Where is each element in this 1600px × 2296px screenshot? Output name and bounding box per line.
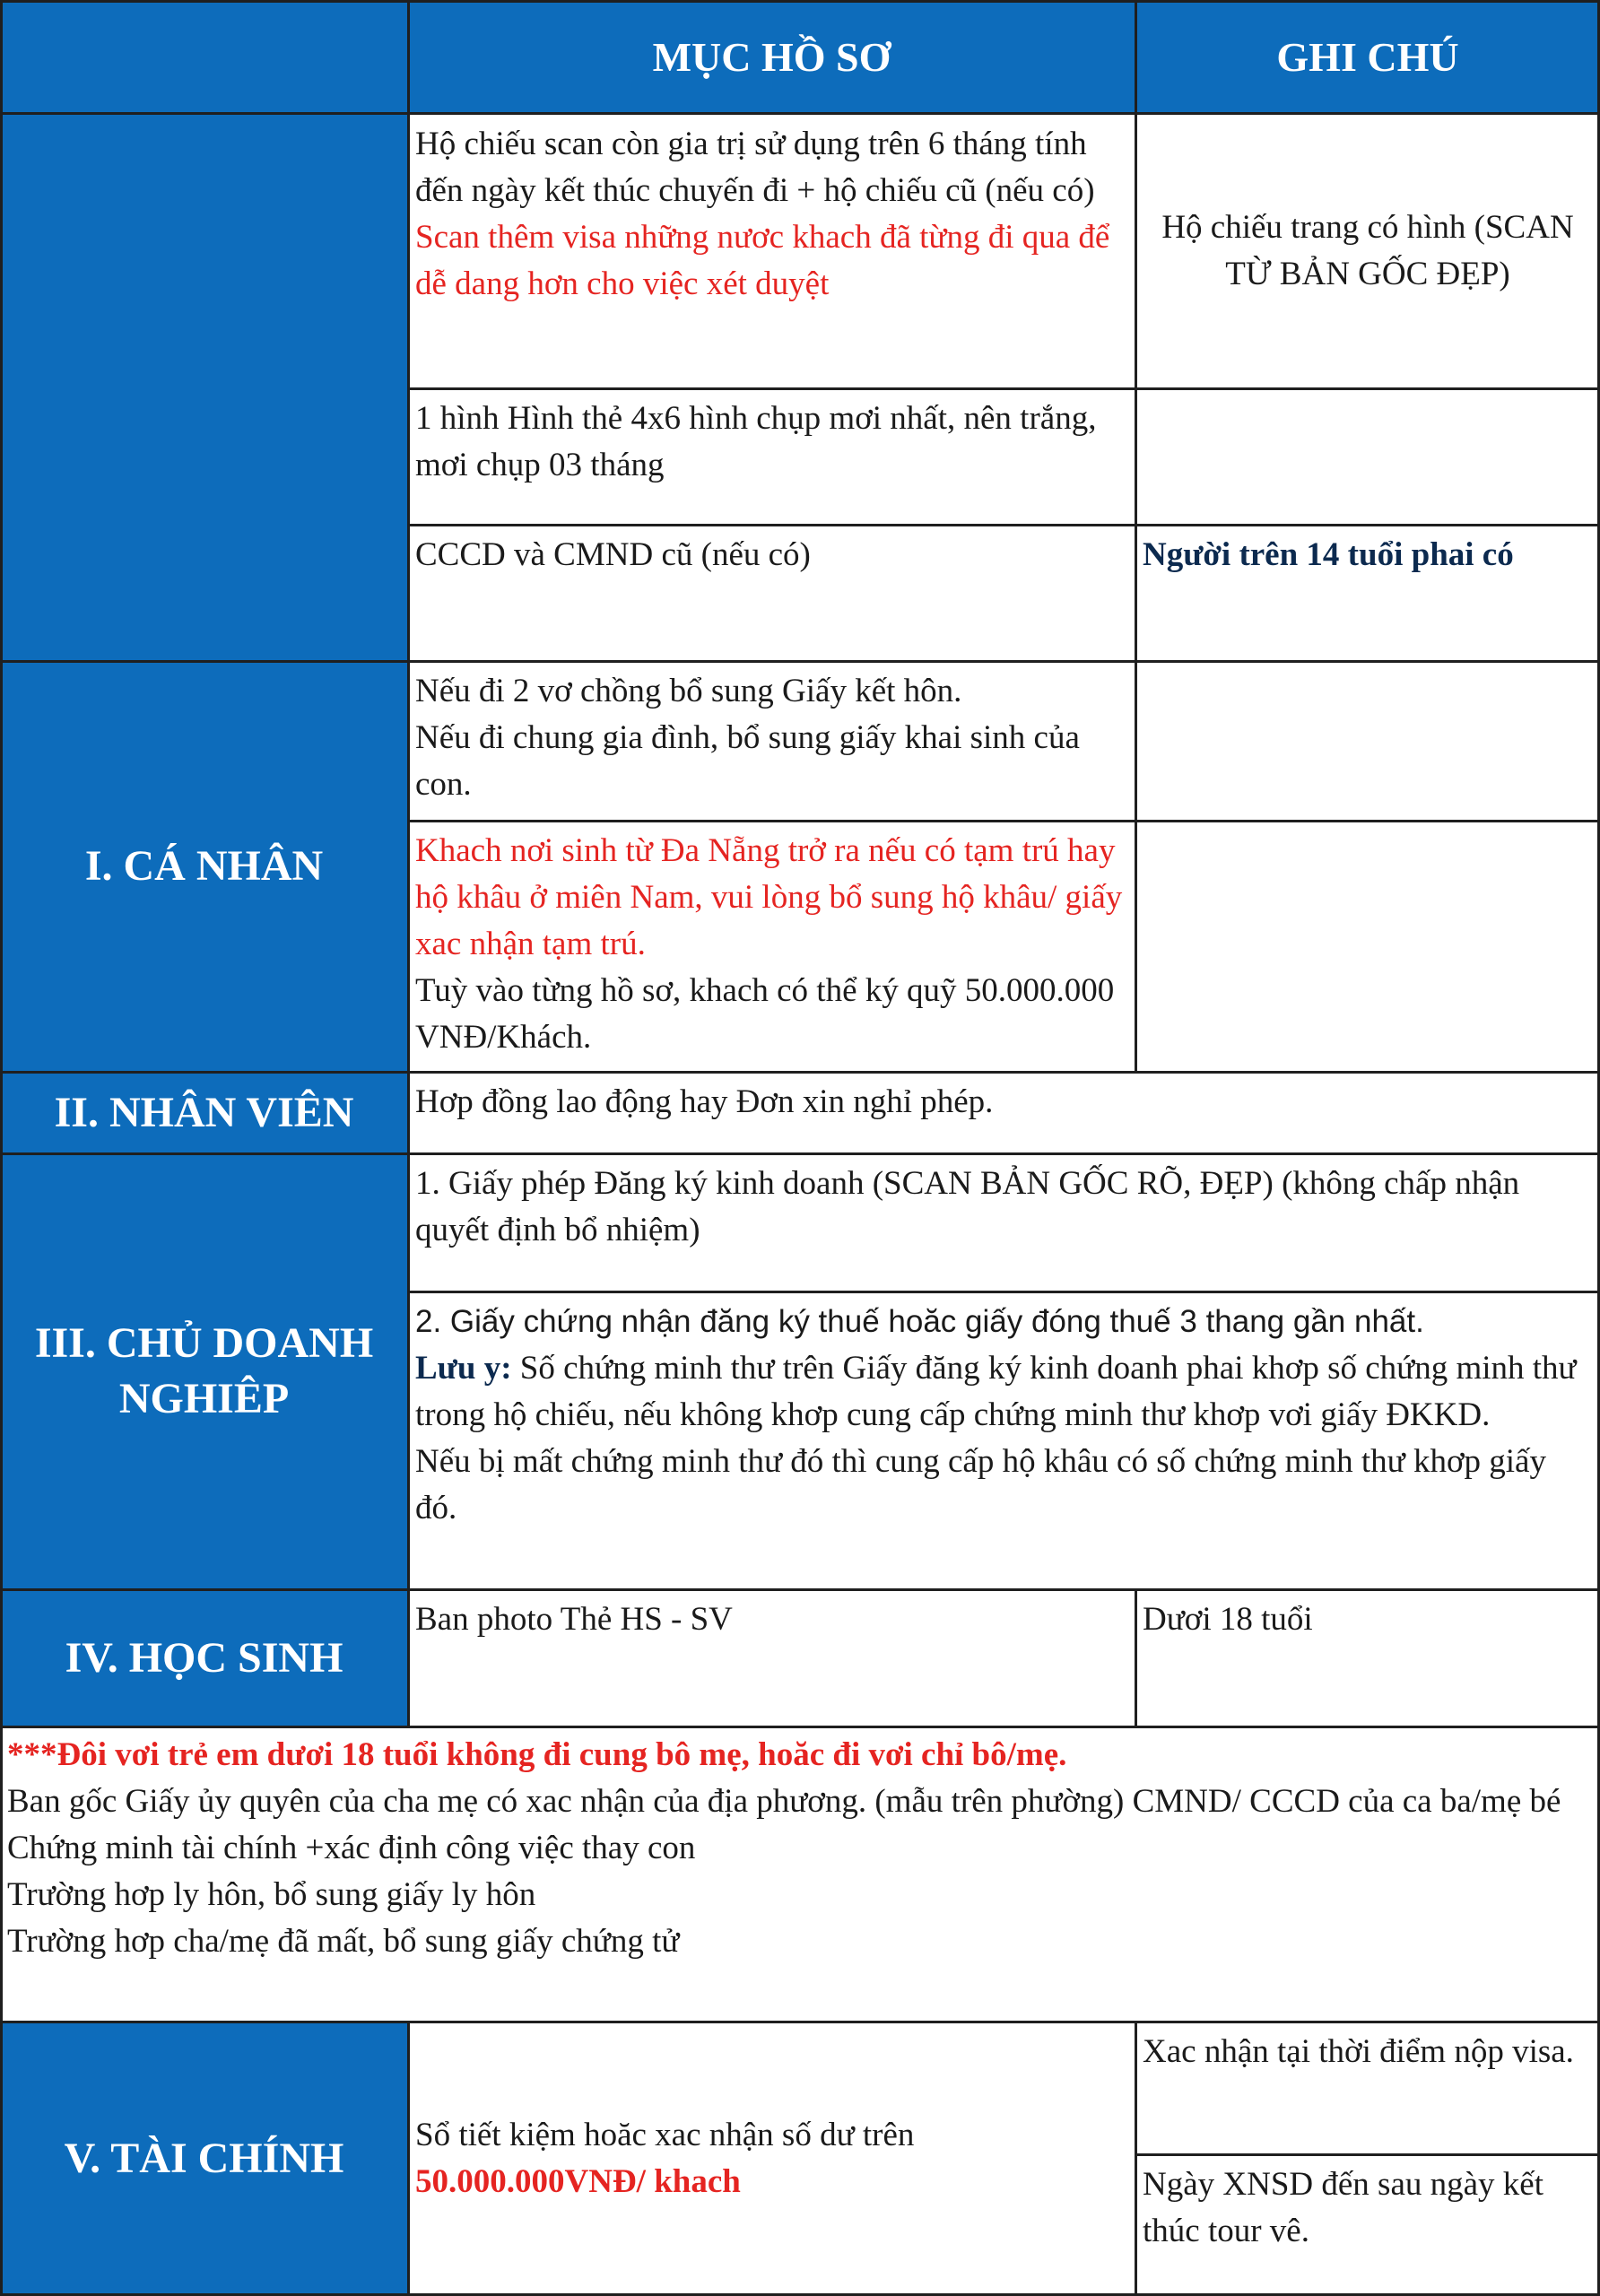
minors-line-1: Ban gốc Giấy ủy quyên của cha mẹ có xac nhận của địa phương. (mẫu trên phường) CMND/ CCCD của ca ba/mẹ bé — [7, 1783, 1561, 1820]
finance-text: Sổ tiết kiệm hoăc xac nhận số dư trên — [415, 2117, 915, 2153]
grid-line — [0, 660, 1600, 663]
finance-amount: 50.000.000VNĐ/ khach — [415, 2163, 741, 2200]
minors-heading-stars: *** — [7, 1736, 57, 1773]
grid-line — [1135, 2153, 1600, 2156]
passport-red-text: Scan thêm visa những nươc khach đã từng đi qua để dễ dang hơn cho việc xét duyệt — [415, 219, 1110, 302]
residence-cell — [408, 821, 1135, 1072]
family-line-1: Nếu đi 2 vơ chồng bổ sung Giấy kết hôn. — [415, 673, 962, 709]
minors-line-4: Trường hơp cha/mẹ đã mất, bổ sung giấy chứng tử — [7, 1923, 680, 1960]
business-note — [415, 1345, 1593, 1439]
grid-line — [1135, 1589, 1137, 1726]
deposit-text: Tuỳ vào từng hồ sơ, khach có thể ký quỹ 50.000.000 VNĐ/Khách. — [415, 972, 1115, 1056]
grid-line — [0, 1726, 1600, 1728]
grid-line — [408, 820, 1600, 822]
grid-line — [0, 1152, 1600, 1155]
business-item-2: 2. Giấy chứng nhận đăng ký thuế hoăc giấy đóng thuế 3 thang gần nhất. — [415, 1304, 1424, 1339]
grid-line — [407, 0, 410, 1726]
minors-heading — [7, 1732, 1593, 1779]
header-items: MỤC HỒ SƠ — [408, 0, 1135, 114]
passport-cell — [408, 114, 1135, 388]
section-personal: I. CÁ NHÂN — [0, 661, 408, 1072]
business-note-label: Lưu y: — [415, 1350, 512, 1387]
student-note: Dươi 18 tuổi — [1143, 1601, 1313, 1638]
minors-heading-text: Đôi vơi trẻ em dươi 18 tuổi không đi cung bô mẹ, hoăc đi vơi chỉ bô/mẹ. — [57, 1736, 1067, 1773]
business-note-text: Số chứng minh thư trên Giấy đăng ký kinh doanh phai khơp số chứng minh thư trong hộ chiếu, nếu không khơp cung cấp chứng minh thư khơp vơi giấy ĐKKD. — [415, 1350, 1577, 1433]
section-student: IV. HỌC SINH — [0, 1589, 408, 1726]
passport-note: Hộ chiếu trang có hình (SCAN TỪ BẢN GỐC ĐẸP) — [1161, 209, 1574, 292]
minors-line-3: Trường hơp ly hôn, bổ sung giấy ly hôn — [7, 1876, 536, 1913]
section-business-owner: III. CHỦ DOANH NGHIÊP — [0, 1153, 408, 1589]
grid-line — [408, 524, 1600, 526]
minors-line-2: Chứng minh tài chính +xác định công việc thay con — [7, 1830, 696, 1866]
business-item-2-cell — [408, 1292, 1600, 1589]
family-cell — [408, 661, 1135, 821]
grid-line — [408, 1291, 1600, 1293]
business-lost-text: Nếu bị mất chứng minh thư đó thì cung cấp hộ khâu có số chứng minh thư khơp giấy đó. — [415, 1443, 1546, 1526]
grid-line — [1135, 2022, 1137, 2296]
grid-line — [1135, 0, 1137, 1072]
grid-line — [0, 1071, 1600, 1074]
student-text: Ban photo Thẻ HS - SV — [415, 1601, 733, 1638]
residence-red-text: Khach nơi sinh từ Đa Nẵng trở ra nếu có tạm trú hay hộ khâu ở miên Nam, vui lòng bổ sung hộ khâu/ giấy xac nhận tạm trú. — [415, 832, 1123, 962]
family-line-2: Nếu đi chung gia đình, bổ sung giấy khai sinh của con. — [415, 719, 1080, 803]
grid-line — [407, 2022, 410, 2296]
photo-text: 1 hình Hình thẻ 4x6 hình chụp mơi nhất, nên trắng, mơi chụp 03 tháng — [415, 400, 1097, 483]
section-finance: V. TÀI CHÍNH — [0, 2022, 408, 2296]
id-text: CCCD và CMND cũ (nếu có) — [415, 536, 811, 573]
id-note: Người trên 14 tuổi phai có — [1143, 536, 1514, 573]
grid-line — [0, 2021, 1600, 2023]
employee-text: Hơp đồng lao động hay Đơn xin nghỉ phép. — [415, 1083, 994, 1120]
finance-note-2: Ngày XNSD đến sau ngày kết thúc tour vê. — [1143, 2166, 1543, 2249]
header-empty-cell — [0, 0, 408, 114]
business-item-1: 1. Giấy phép Đăng ký kinh doanh (SCAN BẢN GỐC RÕ, ĐẸP) (không chấp nhận quyết định bổ nhiệm) — [415, 1165, 1520, 1248]
grid-line — [0, 112, 1600, 115]
grid-line — [408, 387, 1600, 390]
grid-line — [0, 1588, 1600, 1591]
finance-note-1: Xac nhận tại thời điểm nộp visa. — [1143, 2033, 1574, 2070]
section-employee: II. NHÂN VIÊN — [0, 1072, 408, 1153]
section-blank-cell — [0, 114, 408, 661]
passport-text: Hộ chiếu scan còn gia trị sử dụng trên 6 tháng tính đến ngày kết thúc chuyến đi + hộ chiếu cũ (nếu có) — [415, 126, 1095, 209]
header-notes: GHI CHÚ — [1135, 0, 1600, 114]
finance-cell — [408, 2022, 1135, 2296]
minors-cell — [0, 1726, 1600, 2022]
